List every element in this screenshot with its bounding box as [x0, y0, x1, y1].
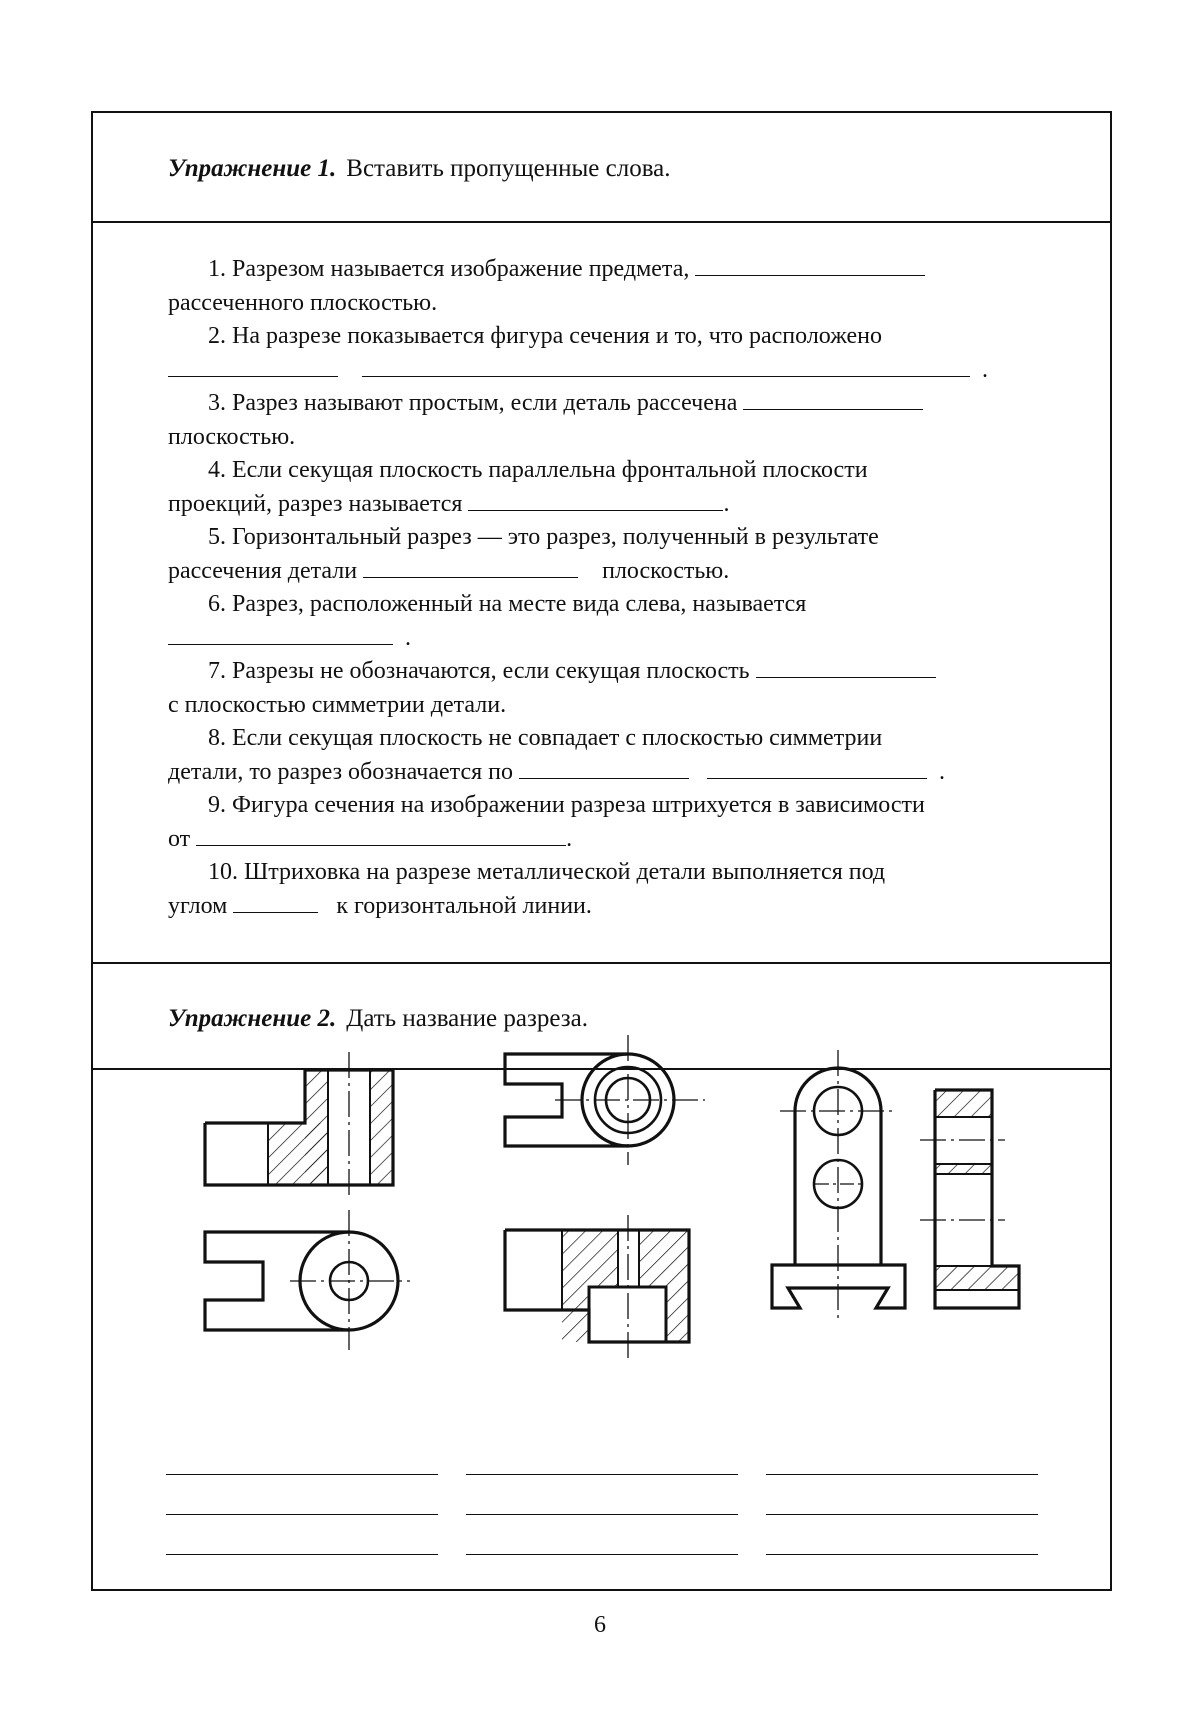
question-text: рассечения детали — [168, 557, 364, 584]
answer-line-1-1[interactable] — [166, 1474, 438, 1475]
question-text: с плоскостью симметрии детали. — [168, 691, 507, 718]
drawing-3-front-view — [772, 1050, 905, 1322]
drawing-2-top-view — [505, 1035, 705, 1165]
drawing-1-front-view — [205, 1052, 393, 1200]
exercise2-label: Упражнение 2. — [168, 1005, 337, 1032]
answer-line-2-3[interactable] — [466, 1554, 738, 1555]
question-text: . — [970, 356, 988, 383]
question-text: к горизонтальной линии. — [318, 892, 592, 919]
drawing-1-top-view — [205, 1210, 410, 1350]
exercise1-label: Упражнение 1. — [168, 155, 337, 182]
answer-line-3-1[interactable] — [766, 1474, 1038, 1475]
question-text: проекций, разрез называется — [168, 490, 469, 517]
question-text: 8. Если секущая плоскость не совпадает с плоскостью симметрии — [208, 725, 883, 751]
drawing-2-front-view — [505, 1215, 689, 1360]
question-text: плоскостью. — [578, 557, 730, 584]
question-text: . — [723, 490, 730, 517]
question-text: . — [926, 758, 945, 785]
question-text: 6. Разрез, расположенный на месте вида слева, называется — [208, 591, 807, 617]
question-text: 9. Фигура сечения на изображении разреза штрихуется в зависимости — [208, 792, 925, 818]
answer-line-1-2[interactable] — [166, 1514, 438, 1515]
question-text: рассеченного плоскостью. — [168, 289, 438, 316]
question-text: 3. Разрез называют простым, если деталь рассечена — [208, 390, 744, 416]
question-text: детали, то разрез обозначается по — [168, 758, 519, 785]
page-number: 6 — [594, 1612, 606, 1638]
exercise2-instruction: Дать название разреза. — [346, 1005, 588, 1032]
question-text: углом — [168, 892, 234, 919]
question-text: 7. Разрезы не обозначаются, если секущая плоскость — [208, 658, 756, 684]
question-text: 1. Разрезом называется изображение предмета, — [208, 256, 696, 282]
question-text: . — [566, 825, 573, 852]
question-text: . — [393, 624, 411, 651]
question-text: 2. На разрезе показывается фигура сечения и то, что расположено — [208, 323, 882, 349]
drawing-3-side-view — [920, 1090, 1019, 1308]
exercise1-instruction: Вставить пропущенные слова. — [346, 155, 671, 182]
answer-line-3-2[interactable] — [766, 1514, 1038, 1515]
question-text: от — [168, 825, 197, 852]
question-text: 10. Штриховка на разрезе металлической детали выполняется под — [208, 859, 886, 885]
answer-line-1-3[interactable] — [166, 1554, 438, 1555]
answer-line-2-2[interactable] — [466, 1514, 738, 1515]
answer-line-3-3[interactable] — [766, 1554, 1038, 1555]
question-text: плоскостью. — [168, 423, 296, 450]
question-text: 5. Горизонтальный разрез — это разрез, полученный в результате — [208, 524, 879, 550]
answer-line-2-1[interactable] — [466, 1474, 738, 1475]
question-text: 4. Если секущая плоскость параллельна фронтальной плоскости — [208, 457, 868, 483]
